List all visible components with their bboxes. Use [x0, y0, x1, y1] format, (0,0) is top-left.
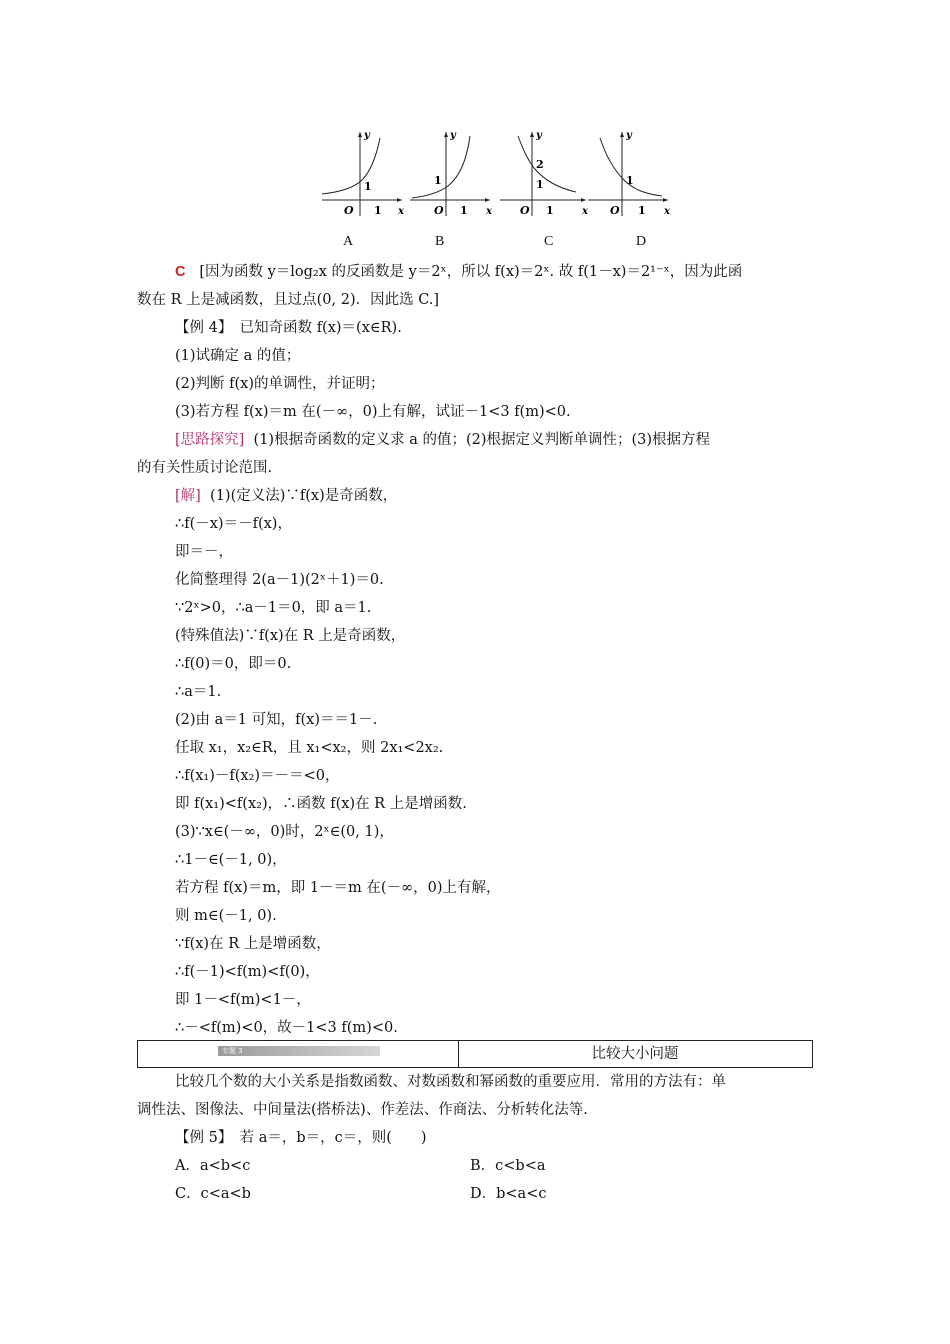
solution-line-12: 即 f(x₁)<f(x₂)，∴函数 f(x)在 R 上是增函数.: [175, 796, 467, 812]
idea-text-1: (1)根据奇函数的定义求 a 的值；(2)根据定义判断单调性；(3)根据方程: [253, 432, 711, 448]
solution-line-17: ∵f(x)在 R 上是增函数，: [175, 936, 331, 952]
tick-one-x: 1: [638, 204, 646, 217]
graph-b: [408, 128, 492, 218]
tick-one-y: 1: [364, 180, 372, 193]
y-axis-label: y: [626, 130, 632, 141]
solution-line-20: ∴－<f(m)<0，故－1<3 f(m)<0.: [175, 1020, 398, 1036]
y-axis-label: y: [450, 130, 456, 141]
idea-line-1: [175, 426, 710, 454]
tick-two-y: 2: [536, 158, 544, 171]
graph-label-d: D: [636, 234, 647, 249]
idea-tag: [思路探究]: [175, 432, 245, 448]
solution-line-15: 若方程 f(x)＝m，即 1－＝m 在(－∞，0)上有解，: [175, 880, 501, 896]
example-4-q3: (3)若方程 f(x)＝m 在(－∞，0)上有解，试证－1<3 f(m)<0.: [175, 404, 571, 420]
tick-one-x: 1: [460, 204, 468, 217]
solution-line-18: ∴f(－1)<f(m)<f(0)，: [175, 964, 320, 980]
solution-text-1: (1)(定义法)∵f(x)是奇函数，: [210, 488, 398, 504]
answer-text-2: 数在 R 上是减函数，且过点(0, 2)．因此选 C.]: [137, 292, 440, 308]
graph-label-a: A: [343, 234, 354, 249]
section-intro-1: 比较几个数的大小关系是指数函数、对数函数和幂函数的重要应用．常用的方法有：单: [175, 1074, 726, 1090]
tick-one-y: 1: [434, 174, 442, 187]
x-axis-label: x: [664, 206, 670, 217]
solution-line-7: ∴f(0)＝0，即＝0.: [175, 656, 292, 672]
topic-title: 比较大小问题: [591, 1046, 679, 1062]
solution-tag: [解]: [175, 488, 201, 504]
option-c: C．c<a<b: [175, 1186, 251, 1202]
y-axis-label: y: [536, 130, 542, 141]
origin-label: O: [434, 204, 444, 217]
section-intro-2: 调性法、图像法、中间量法(搭桥法)、作差法、作商法、分析转化法等.: [137, 1102, 588, 1118]
origin-label: O: [344, 204, 354, 217]
solution-line-19: 即 1－<f(m)<1－，: [175, 992, 311, 1008]
solution-line-16: 则 m∈(－1, 0).: [175, 908, 277, 924]
option-a: A．a<b<c: [175, 1158, 251, 1174]
option-d: D．b<a<c: [470, 1186, 547, 1202]
x-axis-label: x: [582, 206, 588, 217]
topic-header-table: [137, 1040, 813, 1068]
tick-one-x: 1: [374, 204, 382, 217]
solution-line-3: 即＝－，: [175, 544, 233, 560]
graph-c: [498, 128, 588, 218]
solution-line-14: ∴1－∈(－1, 0)，: [175, 852, 287, 868]
solution-line-1: [175, 482, 397, 510]
idea-text-2: 的有关性质讨论范围.: [137, 460, 273, 476]
graph-label-b: B: [435, 234, 445, 249]
example-4-q2: (2)判断 f(x)的单调性，并证明；: [175, 376, 385, 392]
solution-line-11: ∴f(x₁)－f(x₂)＝－＝<0，: [175, 768, 340, 784]
solution-line-13: (3)∵x∈(－∞，0)时，2ˣ∈(0, 1)，: [175, 824, 394, 840]
origin-label: O: [520, 204, 530, 217]
solution-line-4: 化简整理得 2(a－1)(2ˣ＋1)＝0.: [175, 572, 384, 588]
x-axis-label: x: [398, 206, 404, 217]
solution-line-10: 任取 x₁，x₂∈R，且 x₁<x₂，则 2x₁<2x₂.: [175, 740, 444, 756]
answer-text-1: [因为函数 y＝log₂x 的反函数是 y＝2ˣ，所以 f(x)＝2ˣ. 故 f(1－x)＝2¹⁻ˣ，因为此函: [199, 264, 743, 280]
solution-line-9: (2)由 a＝1 可知，f(x)＝＝1－.: [175, 712, 378, 728]
example-5-title: 【例 5】 若 a＝，b＝，c＝，则( ): [175, 1130, 427, 1146]
answer-line-1: [175, 258, 742, 286]
solution-line-6: (特殊值法)∵f(x)在 R 上是奇函数，: [175, 628, 406, 644]
graph-a: [320, 128, 404, 218]
graph-d: [586, 128, 670, 218]
graph-label-c: C: [544, 234, 554, 249]
example-4-q1: (1)试确定 a 的值；: [175, 348, 301, 364]
answer-letter: C: [175, 264, 186, 280]
y-axis-label: y: [364, 130, 370, 141]
tick-one-y: 1: [536, 178, 544, 191]
tick-one-y: 1: [626, 174, 634, 187]
solution-line-2: ∴f(－x)＝－f(x)，: [175, 516, 292, 532]
solution-line-8: ∴a＝1.: [175, 684, 222, 700]
option-b: B．c<b<a: [470, 1158, 546, 1174]
solution-line-5: ∵2ˣ>0，∴a－1＝0，即 a＝1.: [175, 600, 372, 616]
function-graphs: [320, 128, 670, 250]
x-axis-label: x: [486, 206, 492, 217]
example-4-title: 【例 4】 已知奇函数 f(x)＝(x∈R).: [175, 320, 402, 336]
origin-label: O: [610, 204, 620, 217]
topic-tag: 专题 3: [218, 1046, 380, 1056]
tick-one-x: 1: [546, 204, 554, 217]
